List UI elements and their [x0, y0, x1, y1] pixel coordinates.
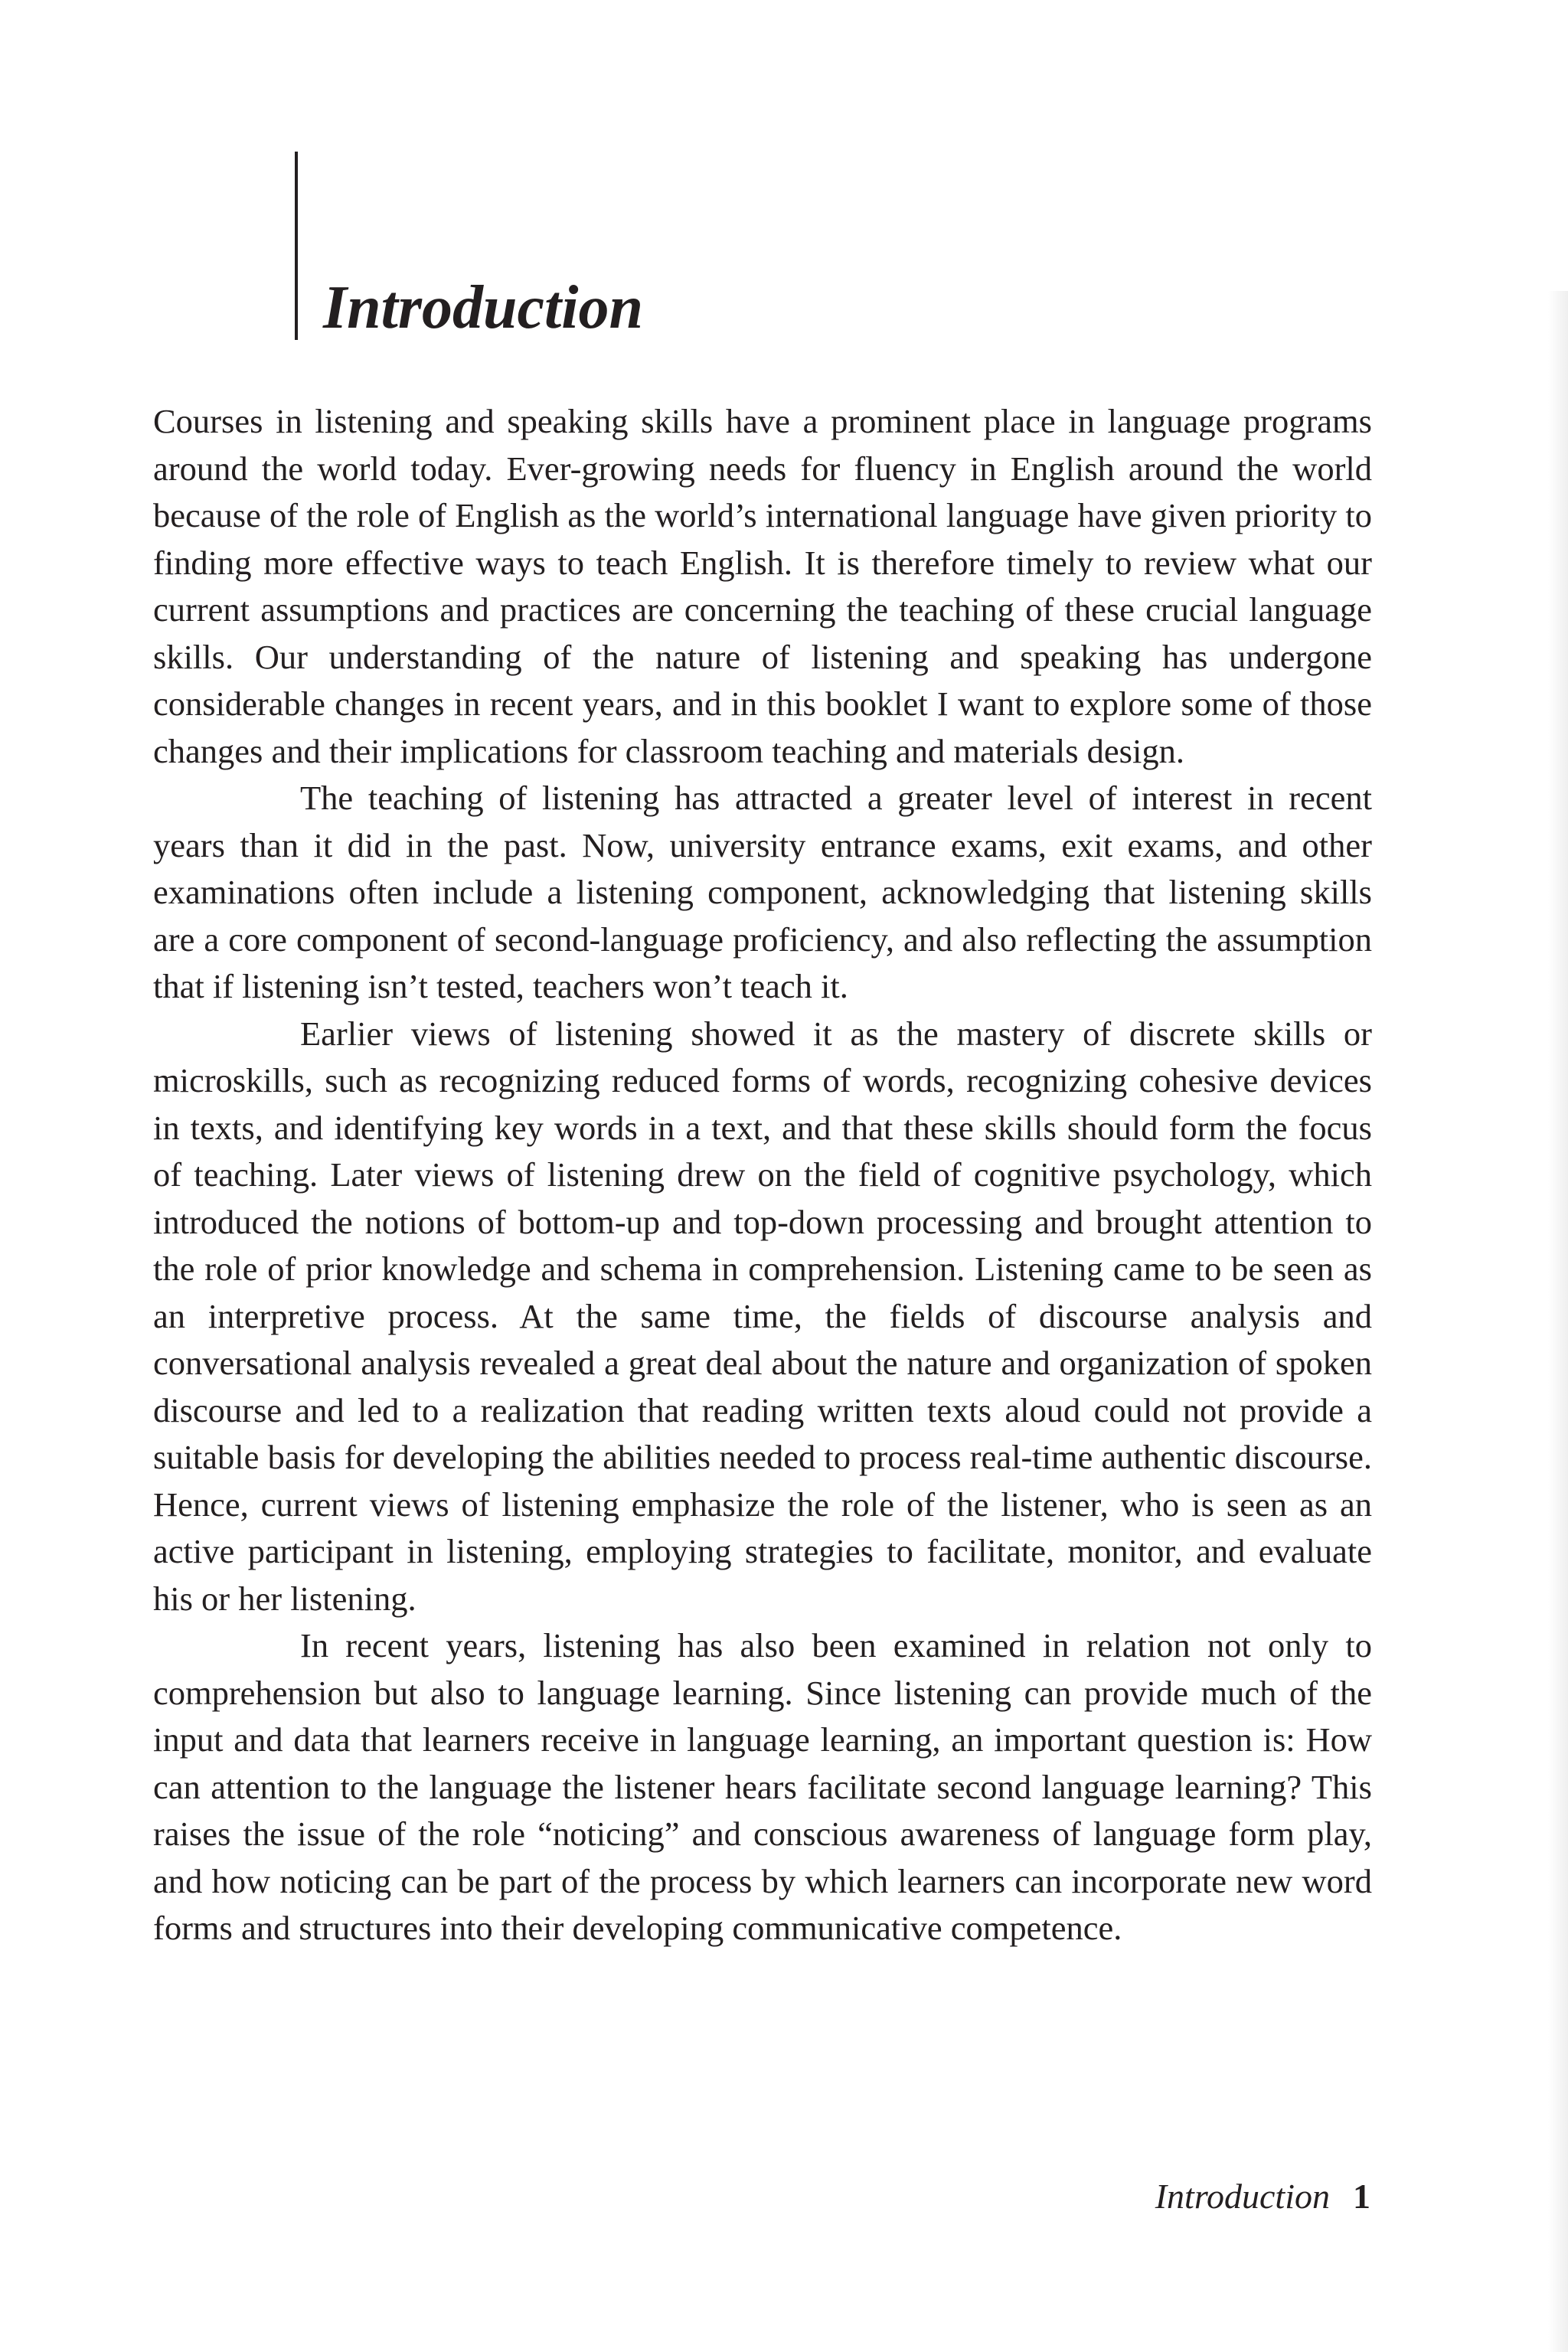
paragraph-3: Earlier views of listening showed it as the mastery of discrete skills or microskills, such as recognizing reduced forms of words, recognizing cohesive devices in texts, and identifying key words in a text, and that these skills should form the focus of teaching. Later views of listening drew on the field of cognitive psychology, which introduced the notions of bottom-up and top-down processing and brought attention to the role of prior knowledge and schema in comprehension. Listening came to be seen as an interpretive process. At the same time, the fields of discourse analysis and conversational analysis revealed a great deal about the nature and organization of spoken discourse and led to a realization that reading written texts aloud could not provide a suitable basis for developing the abilities needed to process real-time authentic discourse. Hence, current views of listening emphasize the role of the listener, who is seen as an active participant in listening, employing strategies to facilitate, monitor, and evaluate his or her listening.: [153, 1014, 1372, 1618]
paragraph-2: The teaching of listening has attracted a greater level of interest in recent years than it did in the past. Now, university entrance exams, exit exams, and other examinations often include a listening component, acknowledging that listening skills are a core component of second-language proficiency, and also reflecting the assumption that if listening isn’t tested, teachers won’t teach it.: [153, 779, 1372, 1005]
chapter-title-rule: [295, 152, 298, 340]
page-edge-shadow: [1548, 291, 1568, 2352]
paragraph-4: In recent years, listening has also been examined in relation not only to comprehension but also to language learning. Since listening can provide much of the input and data that learners receive in language learning, an important question is: How can attention to the language the listener hears facilitate second language learning? This raises the issue of the role “noticing” and conscious awareness of language form play, and how noticing can be part of the process by which learners can incorporate new word forms and structures into their developing communicative competence.: [153, 1626, 1372, 1947]
body-text: [153, 398, 1372, 1952]
paragraph-1: Courses in listening and speaking skills have a prominent place in language programs around the world today. Ever-growing needs for fluency in English around the world because of the role of English as the world’s international language have given priority to finding more effective ways to teach English. It is therefore timely to review what our current assumptions and practices are concerning the teaching of these crucial language skills. Our understanding of the nature of listening and speaking has undergone considerable changes in recent years, and in this booklet I want to explore some of those changes and their implications for classroom teaching and materials design.: [153, 402, 1372, 770]
page-footer: [1155, 2179, 1370, 2214]
chapter-title: Introduction: [323, 274, 643, 341]
page-number: 1: [1353, 2177, 1370, 2216]
running-title: Introduction: [1155, 2177, 1330, 2216]
